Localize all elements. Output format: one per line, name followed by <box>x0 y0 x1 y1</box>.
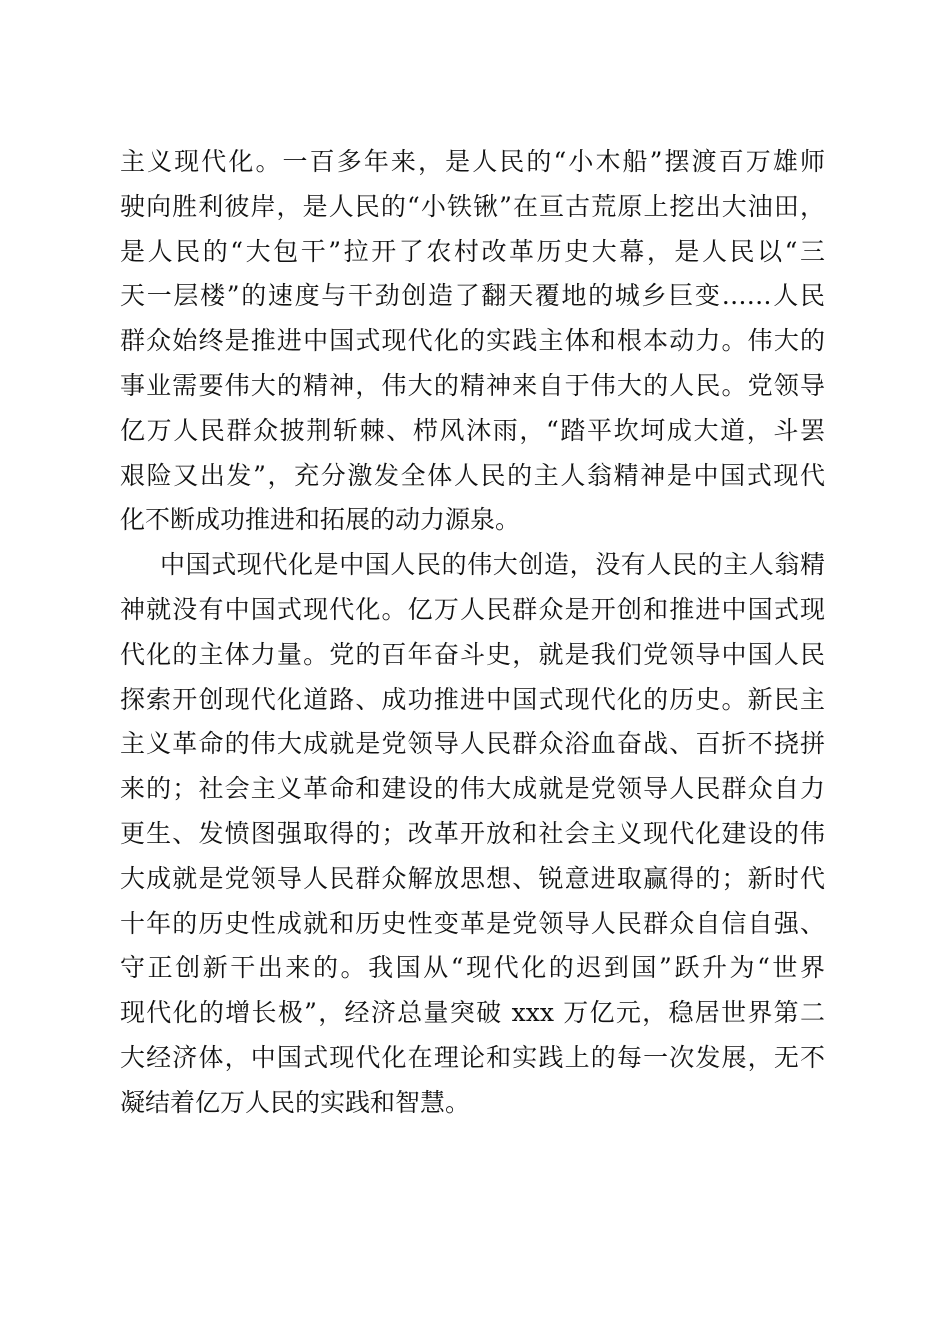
text-line: 探索开创现代化道路、成功推进中国式现代化的历史。新民主 <box>120 684 825 714</box>
text-line: 是人民的“大包干”拉开了农村改革历史大幕，是人民以“三 <box>120 236 825 266</box>
text-line: 大经济体，中国式现代化在理论和实践上的每一次发展，无不 <box>120 1042 825 1072</box>
paragraph-2 <box>120 543 825 1125</box>
text-line: 十年的历史性成就和历史性变革是党领导人民群众自信自强、 <box>120 908 825 938</box>
text-line: 天一层楼”的速度与干劲创造了翻天覆地的城乡巨变……人民 <box>120 281 825 311</box>
text-line: 主义革命的伟大成就是党领导人民群众浴血奋战、百折不挠拼 <box>120 729 825 759</box>
text-line: 亿万人民群众披荆斩棘、栉风沐雨，“踏平坎坷成大道，斗罢 <box>120 415 825 445</box>
text-line: 来的；社会主义革命和建设的伟大成就是党领导人民群众自力 <box>120 774 825 804</box>
text-line: 更生、发愤图强取得的；改革开放和社会主义现代化建设的伟 <box>120 818 825 848</box>
text-line: 驶向胜利彼岸，是人民的“小铁锹”在亘古荒原上挖出大油田， <box>120 191 825 221</box>
document-body <box>120 140 825 1126</box>
text-line: 代化的主体力量。党的百年奋斗史，就是我们党领导中国人民 <box>120 639 825 669</box>
paragraph-1 <box>120 140 825 543</box>
text-line: 群众始终是推进中国式现代化的实践主体和根本动力。伟大的 <box>120 326 825 356</box>
text-line: 守正创新干出来的。我国从“现代化的迟到国”跃升为“世界 <box>120 953 825 983</box>
text-line: 中国式现代化是中国人民的伟大创造，没有人民的主人翁精 <box>160 550 825 580</box>
text-line: 艰险又出发”，充分激发全体人民的主人翁精神是中国式现代 <box>120 460 825 490</box>
text-line: 化不断成功推进和拓展的动力源泉。 <box>120 505 521 535</box>
text-line: 主义现代化。一百多年来，是人民的“小木船”摆渡百万雄师 <box>120 147 825 176</box>
text-line: 现代化的增长极”，经济总量突破 xxx 万亿元，稳居世界第二 <box>120 998 825 1028</box>
text-line: 凝结着亿万人民的实践和智慧。 <box>120 1087 471 1117</box>
text-line: 事业需要伟大的精神，伟大的精神来自于伟大的人民。党领导 <box>120 370 825 400</box>
text-line: 大成就是党领导人民群众解放思想、锐意进取赢得的；新时代 <box>120 863 825 893</box>
text-line: 神就没有中国式现代化。亿万人民群众是开创和推进中国式现 <box>120 594 825 624</box>
